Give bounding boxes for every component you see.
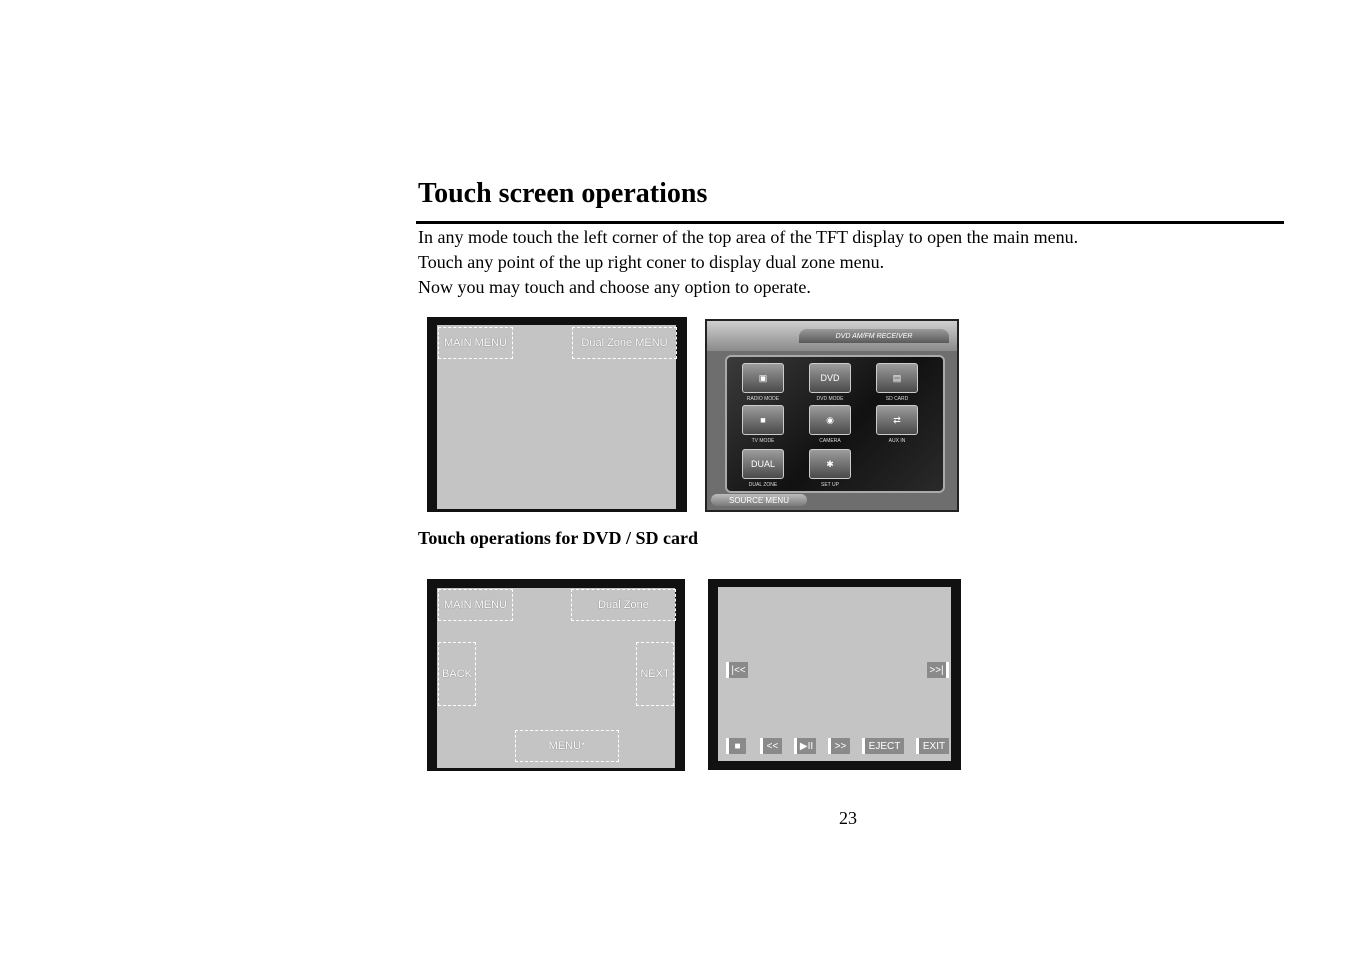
previous-track-button[interactable]: |<< xyxy=(726,662,748,678)
radio-icon: ▣ xyxy=(742,363,784,393)
source-item-aux-in[interactable] xyxy=(867,405,927,444)
next-zone[interactable]: NEXT xyxy=(636,642,674,706)
main-menu-zone[interactable]: MAIN MENU xyxy=(438,589,513,621)
sd-card-icon: ▤ xyxy=(876,363,918,393)
dual-zone-menu-zone[interactable]: Dual Zone MENU xyxy=(572,327,677,359)
source-menu-panel xyxy=(725,355,945,493)
source-item-label: AUX IN xyxy=(888,438,906,444)
fast-forward-button[interactable]: >> xyxy=(828,738,850,754)
source-item-label: TV MODE xyxy=(751,438,775,444)
page-number: 23 xyxy=(839,808,857,828)
playback-controls-figure xyxy=(708,579,961,770)
touch-zones-figure xyxy=(427,317,687,512)
source-item-tv[interactable] xyxy=(733,405,793,444)
back-zone[interactable]: BACK xyxy=(438,642,476,706)
play-pause-button[interactable]: ▶II xyxy=(794,738,816,754)
main-menu-zone[interactable]: MAIN MENU xyxy=(438,327,513,359)
camera-icon: ◉ xyxy=(809,405,851,435)
source-item-label: DVD MODE xyxy=(816,396,844,402)
source-item-dual-zone[interactable] xyxy=(733,449,793,488)
source-item-label: SD CARD xyxy=(885,396,909,402)
receiver-label: DVD AM/FM RECEIVER xyxy=(799,329,949,343)
instruction-line-1: In any mode touch the left corner of the top area of the TFT display to open the main menu. xyxy=(418,227,1079,247)
dual-zone-zone[interactable]: Dual Zone xyxy=(571,589,676,621)
instruction-line-3: Now you may touch and choose any option to operate. xyxy=(418,277,811,297)
source-menu-header-bar xyxy=(707,321,957,351)
rewind-button[interactable]: << xyxy=(760,738,782,754)
section-subheading: Touch operations for DVD / SD card xyxy=(418,528,699,548)
aux-in-icon: ⇄ xyxy=(876,405,918,435)
dual-zone-icon: DUAL xyxy=(742,449,784,479)
source-item-dvd[interactable] xyxy=(800,363,860,402)
screen-area xyxy=(718,587,951,761)
source-item-label: SET UP xyxy=(821,482,839,488)
eject-button[interactable]: EJECT xyxy=(862,738,904,754)
source-item-label: DUAL ZONE xyxy=(748,482,778,488)
source-menu-button[interactable]: SOURCE MENU xyxy=(711,494,807,506)
source-item-radio[interactable] xyxy=(733,363,793,402)
tv-icon: ■ xyxy=(742,405,784,435)
title-rule xyxy=(416,221,1284,224)
source-item-label: CAMERA xyxy=(819,438,841,444)
next-track-button[interactable]: >>| xyxy=(927,662,949,678)
instruction-line-2: Touch any point of the up right coner to display dual zone menu. xyxy=(418,252,885,272)
stop-button[interactable]: ■ xyxy=(726,738,746,754)
dvd-icon: DVD xyxy=(809,363,851,393)
dvd-touch-zones-figure xyxy=(427,579,685,771)
source-menu-figure xyxy=(705,319,959,512)
source-item-sd-card[interactable] xyxy=(867,363,927,402)
source-item-camera[interactable] xyxy=(800,405,860,444)
page-title: Touch screen operations xyxy=(418,178,708,209)
exit-button[interactable]: EXIT xyxy=(916,738,949,754)
source-item-setup[interactable] xyxy=(800,449,860,488)
menu-zone[interactable]: MENU* xyxy=(515,730,619,762)
source-item-label: RADIO MODE xyxy=(746,396,780,402)
setup-gear-icon: ✱ xyxy=(809,449,851,479)
